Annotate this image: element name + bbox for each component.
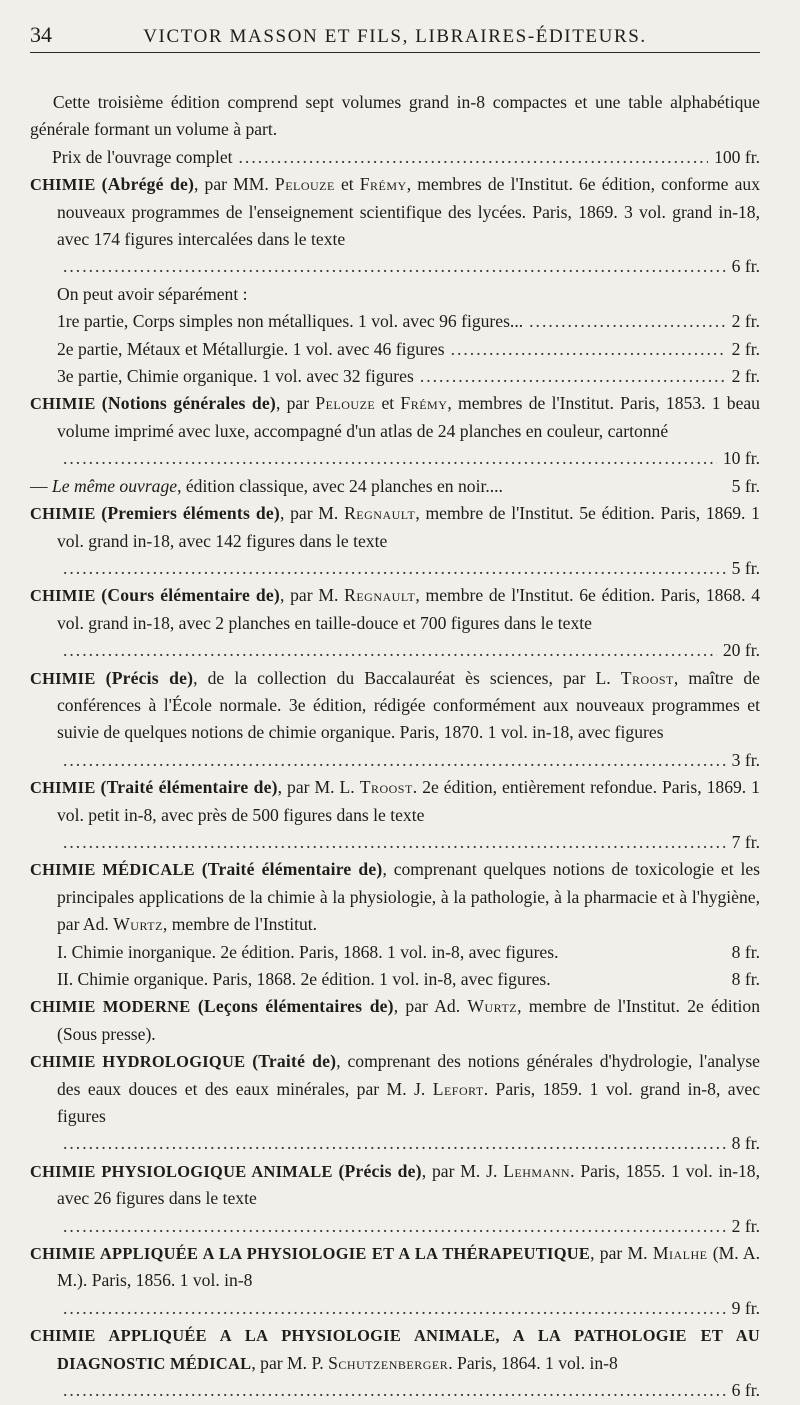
catalog-entry-traite-elementaire	[30, 774, 760, 829]
leader-dots	[63, 1377, 726, 1404]
catalog-entry-chimie-medicale	[30, 856, 760, 938]
entry-price-line	[30, 1213, 760, 1240]
intro-paragraph: Cette troisième édition comprend sept volumes grand in-8 compactes et une table alphabétique générale formant un volume à part.	[30, 92, 760, 140]
entry-text: , par MM.	[194, 174, 275, 195]
entry-heading: CHIMIE MODERNE	[30, 997, 191, 1017]
leader-dots	[63, 829, 726, 856]
catalog-text	[30, 89, 760, 1405]
entry-price-line	[30, 747, 760, 774]
entry-text: . Paris, 1859. 1 vol. grand in-8, avec figures	[57, 1078, 760, 1127]
price-label: Prix de l'ouvrage complet	[52, 146, 233, 167]
price: 2 fr.	[731, 1215, 760, 1236]
entry-price-line	[30, 637, 760, 664]
entry-heading: CHIMIE	[30, 175, 96, 195]
entry-text	[30, 473, 503, 500]
entry-price-line	[30, 555, 760, 582]
entry-text: , membre de l'Institut. 6e édition. Paris, 1868. 4 vol. grand in-18, avec 2 planches en taille-douce et 700 figures dans le texte	[57, 585, 760, 633]
part-label: 3e partie, Chimie organique. 1 vol. avec 32 figures	[57, 366, 414, 387]
entry-subtitle: (Précis de)	[105, 667, 194, 688]
entry-author: Wurtz	[113, 914, 163, 935]
entry-text: , membre de l'Institut.	[162, 914, 318, 935]
entry-author: Frémy	[359, 174, 407, 195]
entry-price-line	[30, 445, 760, 472]
catalog-entry-premiers-elements	[30, 500, 760, 555]
price: 7 fr.	[731, 831, 760, 852]
price: 10 fr.	[722, 448, 760, 469]
entry-part	[30, 308, 760, 335]
entry-author: Troost	[620, 667, 674, 688]
entry-subtitle: (Traité élémentaire de)	[100, 777, 278, 798]
price: 3 fr.	[731, 749, 760, 770]
entry-text: et	[375, 393, 401, 414]
entry-author: Pelouze	[315, 393, 376, 414]
entry-subtitle: (Traité de)	[252, 1051, 337, 1072]
running-head	[30, 22, 760, 53]
entry-text: , par M.	[590, 1243, 653, 1264]
entry-author: Pelouze	[274, 174, 335, 195]
leader-dots	[420, 363, 726, 390]
leader-dots	[63, 1295, 726, 1322]
entry-author: Wurtz	[467, 996, 518, 1017]
price: 8 fr.	[731, 969, 760, 989]
entry-text: , par Ad.	[393, 996, 468, 1017]
entry-text: , comprenant des notions générales d'hydrologie, l'analyse des eaux douces et des eaux minérales, par M. J.	[57, 1051, 760, 1099]
entry-part	[30, 939, 760, 966]
catalog-entry-notions	[30, 390, 760, 445]
catalog-entry-cours-elementaire	[30, 582, 760, 637]
entry-subtitle: (Cours élémentaire de)	[101, 585, 280, 606]
entry-text: , par	[275, 393, 316, 414]
entry-text: . Paris, 1864. 1 vol. in-8	[448, 1352, 618, 1373]
entry-price-line	[30, 1377, 760, 1404]
entry-subtitle: (Abrégé de)	[101, 174, 195, 195]
entry-text: . 2e édition, entièrement refondue. Paris, 1869. 1 vol. petit in-8, avec près de 500 figures dans le texte	[57, 777, 760, 825]
part-label: I. Chimie inorganique. 2e édition. Paris, 1868. 1 vol. in-8, avec figures.	[57, 941, 559, 962]
entry-heading: CHIMIE MÉDICALE	[30, 860, 195, 880]
entry-text: , membres de l'Institut. Paris, 1853. 1 beau volume imprimé avec luxe, accompagné d'un atlas de 24 planches en couleur, cartonné	[57, 393, 760, 441]
entry-author: Troost	[359, 777, 413, 798]
entry-heading: CHIMIE	[30, 394, 96, 414]
entry-italic-title: Le même ouvrage	[52, 475, 178, 496]
dash: —	[30, 475, 52, 496]
entry-text: , comprenant quelques notions de toxicologie et les principales applications de la chimie à la physiologie, à la pathologie, à la pharmacie et à l'hygiène, par Ad.	[57, 859, 760, 935]
price: 2 fr.	[731, 338, 760, 359]
leader-dots	[63, 747, 726, 774]
entry-author: Regnault	[344, 585, 416, 606]
entry-heading: CHIMIE	[30, 778, 96, 798]
leader-dots	[529, 308, 726, 335]
catalog-entry-chimie-moderne	[30, 993, 760, 1048]
entry-heading: CHIMIE PHYSIOLOGIQUE ANIMALE	[30, 1161, 333, 1181]
entry-text: , par M.	[280, 585, 345, 606]
entry-text: , de la collection du Baccalauréat ès sciences, par L.	[193, 667, 621, 688]
part-label: 1re partie, Corps simples non métalliques. 1 vol. avec 96 figures...	[57, 311, 524, 332]
entry-part	[30, 966, 760, 993]
entry-text: (M. A. M.). Paris, 1856. 1 vol. in-8	[57, 1243, 760, 1291]
entry-subtitle: (Notions générales de)	[101, 393, 276, 414]
entry-heading: CHIMIE HYDROLOGIQUE	[30, 1052, 246, 1072]
entry-author: Regnault	[344, 503, 416, 524]
leader-dots	[239, 144, 709, 171]
price: 6 fr.	[731, 256, 760, 277]
leader-dots	[63, 253, 726, 280]
leader-dots	[63, 1130, 726, 1157]
catalog-entry-chimie-physiologique	[30, 1158, 760, 1213]
intro-price-line	[30, 144, 760, 171]
entry-text: , membre de l'Institut. 5e édition. Paris, 1869. 1 vol. grand in-18, avec 142 figures dans le texte	[57, 503, 760, 551]
entry-text: , membres de l'Institut. 6e édition, conforme aux nouveaux programmes de l'enseignement scientifique des lycées. Paris, 1869. 3 vol. grand in-18, avec 174 figures intercalées dans le texte	[57, 174, 761, 250]
entry-author: Frémy	[400, 393, 448, 414]
entry-heading: CHIMIE	[30, 586, 96, 606]
price: 2 fr.	[731, 366, 760, 387]
leader-dots	[451, 336, 726, 363]
entry-heading: CHIMIE APPLIQUÉE A LA PHYSIOLOGIE ET A LA THÉRAPEUTIQUE	[30, 1244, 591, 1264]
entry-heading: CHIMIE	[30, 504, 96, 524]
leader-dots	[63, 555, 726, 582]
price: 5 fr.	[731, 475, 760, 496]
price: 8 fr.	[731, 1133, 760, 1154]
entry-author: Lefort	[432, 1078, 484, 1099]
price: 5 fr.	[731, 557, 760, 578]
page-number: 34	[30, 22, 52, 47]
entry-part	[30, 363, 760, 390]
catalog-entry-chimie-hydrologique	[30, 1048, 760, 1130]
entry-text: , par M.	[279, 503, 345, 524]
entry-note: On peut avoir séparément :	[57, 283, 248, 304]
entry-price-line	[30, 829, 760, 856]
entry-text: et	[334, 174, 360, 195]
catalog-entry-precis	[30, 665, 760, 747]
entry-text: . Paris, 1855. 1 vol. in-18, avec 26 figures dans le texte	[57, 1160, 760, 1209]
price: 8 fr.	[731, 941, 760, 962]
entry-author: Lehmann	[503, 1160, 571, 1181]
part-label: 2e partie, Métaux et Métallurgie. 1 vol. avec 46 figures	[57, 338, 445, 359]
entry-subtitle: (Leçons élémentaires de)	[197, 996, 394, 1017]
entry-subtitle: (Précis de)	[338, 1160, 422, 1181]
entry-price-line	[30, 1130, 760, 1157]
entry-heading: CHIMIE	[30, 668, 96, 688]
entry-text: , édition classique, avec 24 planches en noir....	[177, 475, 503, 496]
price: 9 fr.	[731, 1297, 760, 1318]
entry-text: , maître de conférences à l'École normale. 3e édition, rédigée conformément aux nouveaux programmes et suivie de quelques notions de chimie organique. Paris, 1870. 1 vol. in-18, avec figures	[57, 667, 760, 743]
catalog-entry-meme-ouvrage	[30, 473, 760, 500]
entry-text: , par M. J.	[421, 1160, 504, 1181]
entry-subtitle: (Traité élémentaire de)	[201, 859, 383, 880]
entry-part	[30, 336, 760, 363]
price: 20 fr.	[722, 640, 760, 661]
catalog-entry-chimie-therapeutique	[30, 1240, 760, 1295]
catalog-entry-abrege	[30, 171, 760, 253]
leader-dots	[63, 445, 717, 472]
entry-subtitle: (Premiers éléments de)	[101, 503, 280, 524]
entry-author: Schutzenberger	[328, 1352, 449, 1373]
price: 2 fr.	[731, 311, 760, 332]
entry-price-line	[30, 253, 760, 280]
entry-author: Mialhe	[652, 1243, 708, 1264]
catalog-entry-chimie-pathologie	[30, 1322, 760, 1377]
entry-text: , membre de l'Institut. 2e édition (Sous presse).	[57, 996, 760, 1044]
entry-heading: CHIMIE APPLIQUÉE A LA PHYSIOLOGIE ANIMALE, A LA PATHOLOGIE ET AU DIAGNOSTIC MÉDICAL	[30, 1326, 760, 1373]
entry-price-line	[30, 1295, 760, 1322]
leader-dots	[63, 1213, 726, 1240]
entry-text: , par M. L.	[277, 777, 360, 798]
part-label: II. Chimie organique. Paris, 1868. 2e édition. 1 vol. in-8, avec figures.	[57, 969, 551, 989]
price: 100 fr.	[714, 146, 760, 167]
leader-dots	[63, 637, 717, 664]
price: 6 fr.	[731, 1380, 760, 1401]
running-title: VICTOR MASSON ET FILS, LIBRAIRES-ÉDITEURS.	[143, 26, 647, 47]
entry-text: , par M. P.	[251, 1352, 329, 1373]
